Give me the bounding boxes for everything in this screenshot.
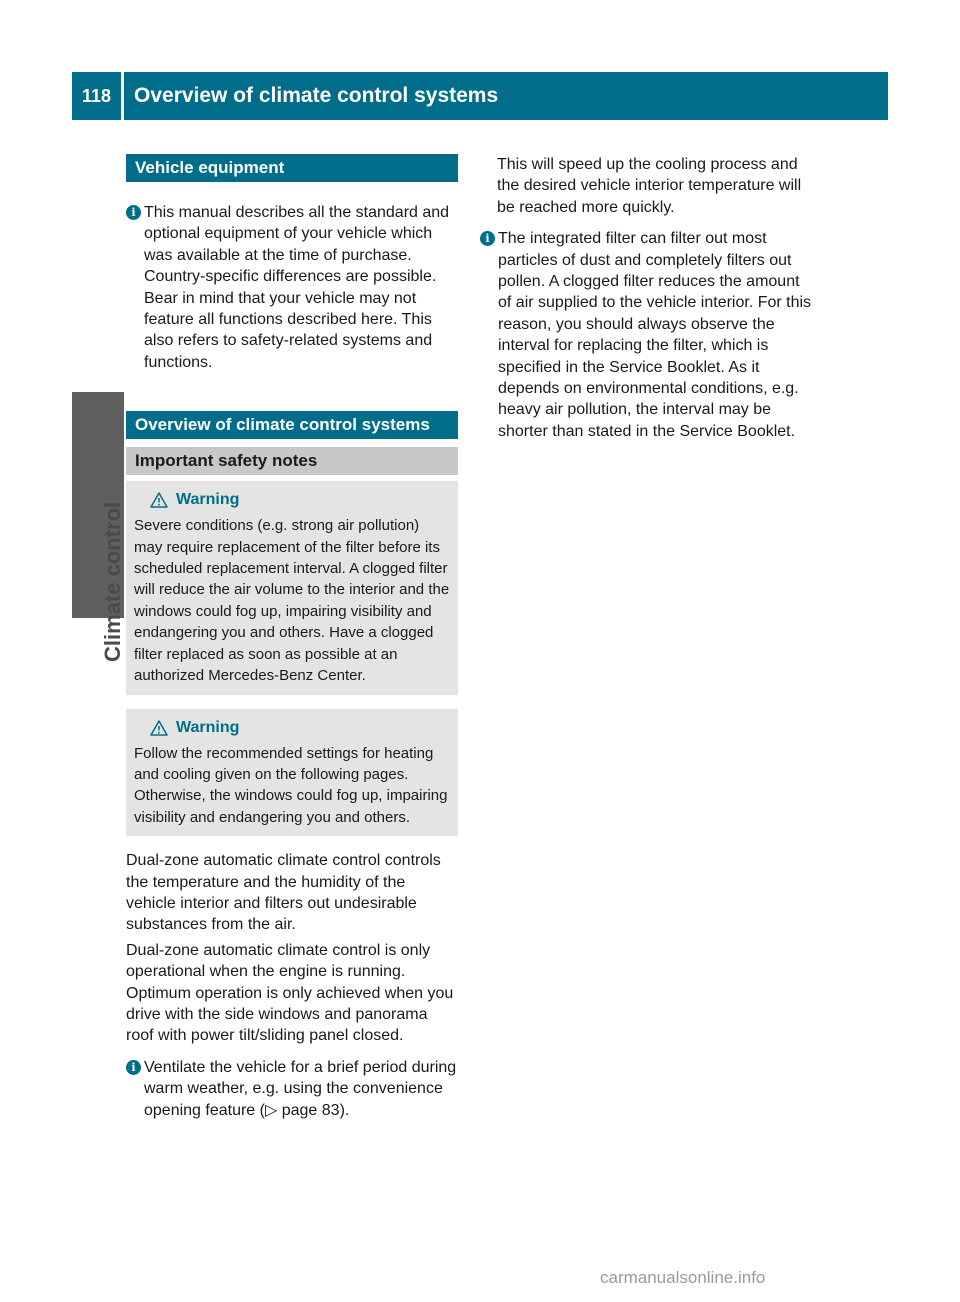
right-column (480, 154, 812, 442)
info-filter-text: The integrated filter can filter out most particles of dust and completely filters out pollen. A clogged filter reduces the amount of air supplied to the vehicle interior. For this reason, you should always observe the interval for replacing the filter, which is specified in the Service Booklet. As it depends on environmental conditions, e.g. heavy air pollution, the interval may be shorter than stated in the Service Booklet. (498, 230, 812, 440)
watermark: carmanualsonline.info (600, 1268, 766, 1287)
side-tab-spacer (72, 120, 124, 392)
page-header (72, 72, 888, 120)
left-column (126, 154, 458, 1121)
paragraph-climate-control: Dual-zone automatic climate control controls the temperature and the humidity of the vehicle interior and filters out undesirable substances from the air. (126, 852, 441, 934)
section-heading-overview: Overview of climate control systems (126, 411, 458, 439)
warning-box-filter (126, 481, 458, 694)
info-ventilate-text: Ventilate the vehicle for a brief period during warm weather, e.g. using the convenience opening feature (▷ page 83). (144, 1058, 457, 1119)
warning-filter-text: Severe conditions (e.g. strong air pollution) may require replacement of the filter before its scheduled replacement interval. A clogged filter will reduce the air volume to the interior and the windows could fog up, impairing visibility and endangering you and others. Have a clogged filter replaced as soon as possible at an authorized Mercedes-Benz Center. (134, 517, 450, 685)
warning-box-settings (126, 709, 458, 837)
warning-settings-text: Follow the recommended settings for heating and cooling given on the following pages. Otherwise, the windows could fog up, impairing visibility and endangering you and others. (134, 744, 448, 826)
subsection-heading-safety: Important safety notes (126, 447, 458, 475)
side-tab-label: Climate control (100, 501, 125, 662)
warning-title (134, 717, 450, 739)
paragraph-continued: This will speed up the cooling process and the desired vehicle interior temperature will be reached more quickly. (497, 156, 802, 216)
warning-title-text: Warning (176, 718, 240, 736)
info-icon: i (126, 1060, 141, 1075)
info-icon: i (126, 205, 141, 220)
info-vehicle-equipment-text: This manual describes all the standard and optional equipment of your vehicle which was available at the time of purchase. Country-specific differences are possible. Bear in mind that your vehicle may not feature all functions described here. This also refers to safety-related systems and functions. (144, 204, 450, 371)
warning-title (134, 489, 450, 511)
paragraph-operation: Dual-zone automatic climate control is only operational when the engine is running. Optimum operation is only achieved when you drive with the side windows and panorama roof with power tilt/sliding panel closed. (126, 941, 454, 1045)
info-ventilate (126, 1057, 458, 1121)
warning-triangle-icon (150, 720, 168, 736)
warning-triangle-icon (150, 492, 168, 508)
info-vehicle-equipment (126, 202, 458, 373)
section-heading-vehicle-equipment: Vehicle equipment (126, 154, 458, 182)
info-filter (480, 228, 812, 442)
warning-title-text: Warning (176, 491, 240, 509)
header-title: Overview of climate control systems (134, 84, 499, 107)
page-number: 118 (72, 72, 124, 120)
info-icon: i (480, 231, 495, 246)
